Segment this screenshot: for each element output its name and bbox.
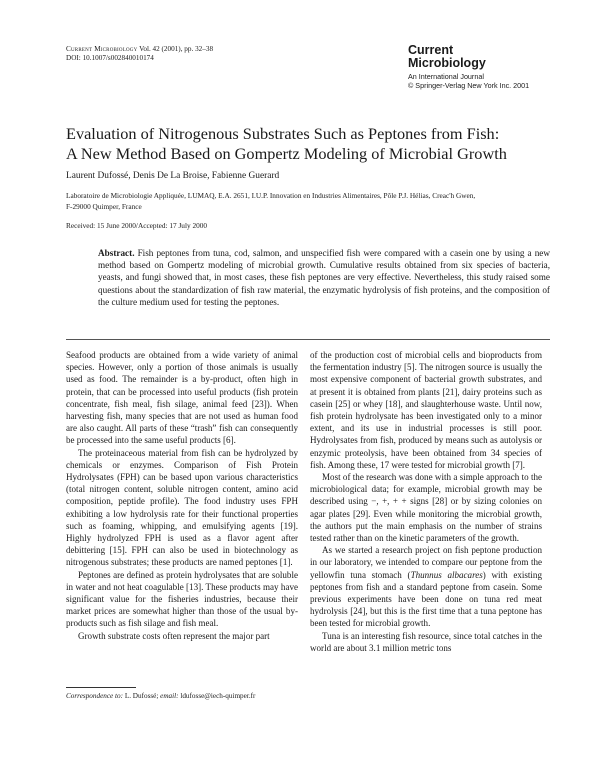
authors: Laurent Dufossé, Denis De La Broise, Fabienne Guerard [66, 171, 280, 181]
affiliation [66, 191, 546, 212]
abstract [98, 247, 550, 308]
paragraph [310, 544, 542, 629]
footnote-divider [66, 687, 136, 688]
paragraph-text: ) with existing peptones from fish and a standard peptone from casein. Some previous experiments have been done on tuna red meat hydrolysis [24], but this is the first time that a tuna peptone has been tested for microbial growth. [310, 569, 542, 629]
abstract-text: Fish peptones from tuna, cod, salmon, and unspecified fish were compared with a casein one by using a new method based on Gompertz modeling of microbial growth. Cumulative results obtained from six species of bacteria, yeasts, and fungi showed that, in most cases, these fish peptones are very effective. Nevertheless, this study raised some questions about the standardization of fish raw material, the enzymatic hydrolysis of fish proteins, and the composition of the culture medium used for testing the peptones. [98, 248, 550, 307]
doi: DOI: 10.1007/s002840010174 [66, 54, 154, 62]
paragraph: The proteinaceous material from fish can be hydrolyzed by chemicals or enzymes. Comparison of Fish Protein Hydrolysates (FPH) can be based upon various characteristics (total nitrogen content, soluble nitrogen content, amino acid composition, peptide profile). The food industry uses FPH exhibiting a low hydrolysis rate for their functional properties such as foaming, whipping, and emulsifying agents [19]. Highly hydrolyzed FPH is used as a flavor agent after debittering [15]. FPH can also be used in biotechnology as nitrogenous substrates; these products are named peptones [1]. [66, 447, 298, 568]
correspondence-footnote [66, 692, 298, 700]
brand-name-line2: Microbiology [408, 56, 486, 70]
paragraph: of the production cost of microbial cells and bioproducts from the fermentation industry [5]. The nitrogen source is usually the most expensive component of bacterial growth substrates, and at present it is obtained from plants [21], dairy proteins such as casein [25] or whey [18], and slaughterhouse waste. Until now, fish protein hydrolysate has been investigated only to a minor extent, and its use in industrial processes is still poor. Hydrolysates from fish, produced by means such as autolysis or enzymic proteolysis, have been obtained from 34 species of fish. Among these, 17 were tested for microbial growth [7]. [310, 350, 542, 470]
paragraph: Most of the research was done with a simple approach to the microbiological data; for example, microbial growth may be described using −, +, + + signs [28] or by sizing colonies on agar plates [29]. Even while monitoring the microbial growth, the authors put the main emphasis on the number of strains tested rather than on the kinetic parameters of the growth. [310, 472, 542, 544]
brand-subtitle: An International Journal [408, 72, 484, 81]
paragraph: Seafood products are obtained from a wide variety of animal species. However, only a portion of those animals is usually used as food. The remainder is a by-product, often high in protein, that can be processed into useful products (fish protein concentrate, fish meal, fish silage, animal feed [23]). When harvesting fish, many species that are not used as human food are also caught. All parts of these “trash” fish can consequently be processed into the same useful products [6]. [66, 350, 298, 446]
body-column-right [310, 349, 542, 654]
body-column-left [66, 349, 298, 642]
abstract-label: Abstract. [98, 248, 135, 258]
affiliation-line-1: Laboratoire de Microbiologie Appliquée, LUMAQ, E.A. 2651, I.U.P. Innovation en Industries Alimentaires, Pôle P.J. Hélias, Creac'h Gwen, [66, 191, 476, 200]
journal-name: Current Microbiology [66, 45, 138, 53]
paragraph: Peptones are defined as protein hydrolysates that are soluble in water and not heat coagulable [13]. These products may have significant value for the fisheries industries, because their market prices are somewhat higher than those of the usual by-products such as fish silage and fish meal. [66, 569, 298, 629]
volume-pages: Vol. 42 (2001), pp. 32–38 [139, 45, 214, 53]
species-name: Thunnus albacares [410, 569, 483, 580]
footnote-name: L. Dufossé; [123, 692, 161, 700]
brand-copyright: © Springer-Verlag New York Inc. 2001 [408, 81, 530, 90]
brand-name-line1: Current [408, 43, 454, 57]
paragraph: Growth substrate costs often represent the major part [78, 630, 270, 641]
article-title [66, 124, 546, 164]
journal-reference [66, 45, 396, 63]
footnote-email[interactable]: ldufosse@iech-quimper.fr [178, 692, 256, 700]
affiliation-line-2: F-29000 Quimper, France [66, 201, 142, 211]
paragraph: Tuna is an interesting fish resource, since total catches in the world are about 3.1 million metric tons [310, 630, 542, 653]
section-divider [66, 339, 550, 340]
received-dates: Received: 15 June 2000/Accepted: 17 July 2000 [66, 221, 208, 230]
paragraph-text: As we started a research project on fish peptone production in our laboratory, we intended to compare our peptone from the yellowfin tuna stomach ( [310, 545, 542, 580]
footnote-label: Correspondence to: [66, 692, 124, 700]
title-line-1: Evaluation of Nitrogenous Substrates Such as Peptones from Fish: [66, 124, 500, 143]
title-line-2: A New Method Based on Gompertz Modeling of Microbial Growth [66, 144, 507, 163]
journal-brand [408, 44, 558, 90]
footnote-email-label: email: [160, 692, 179, 700]
